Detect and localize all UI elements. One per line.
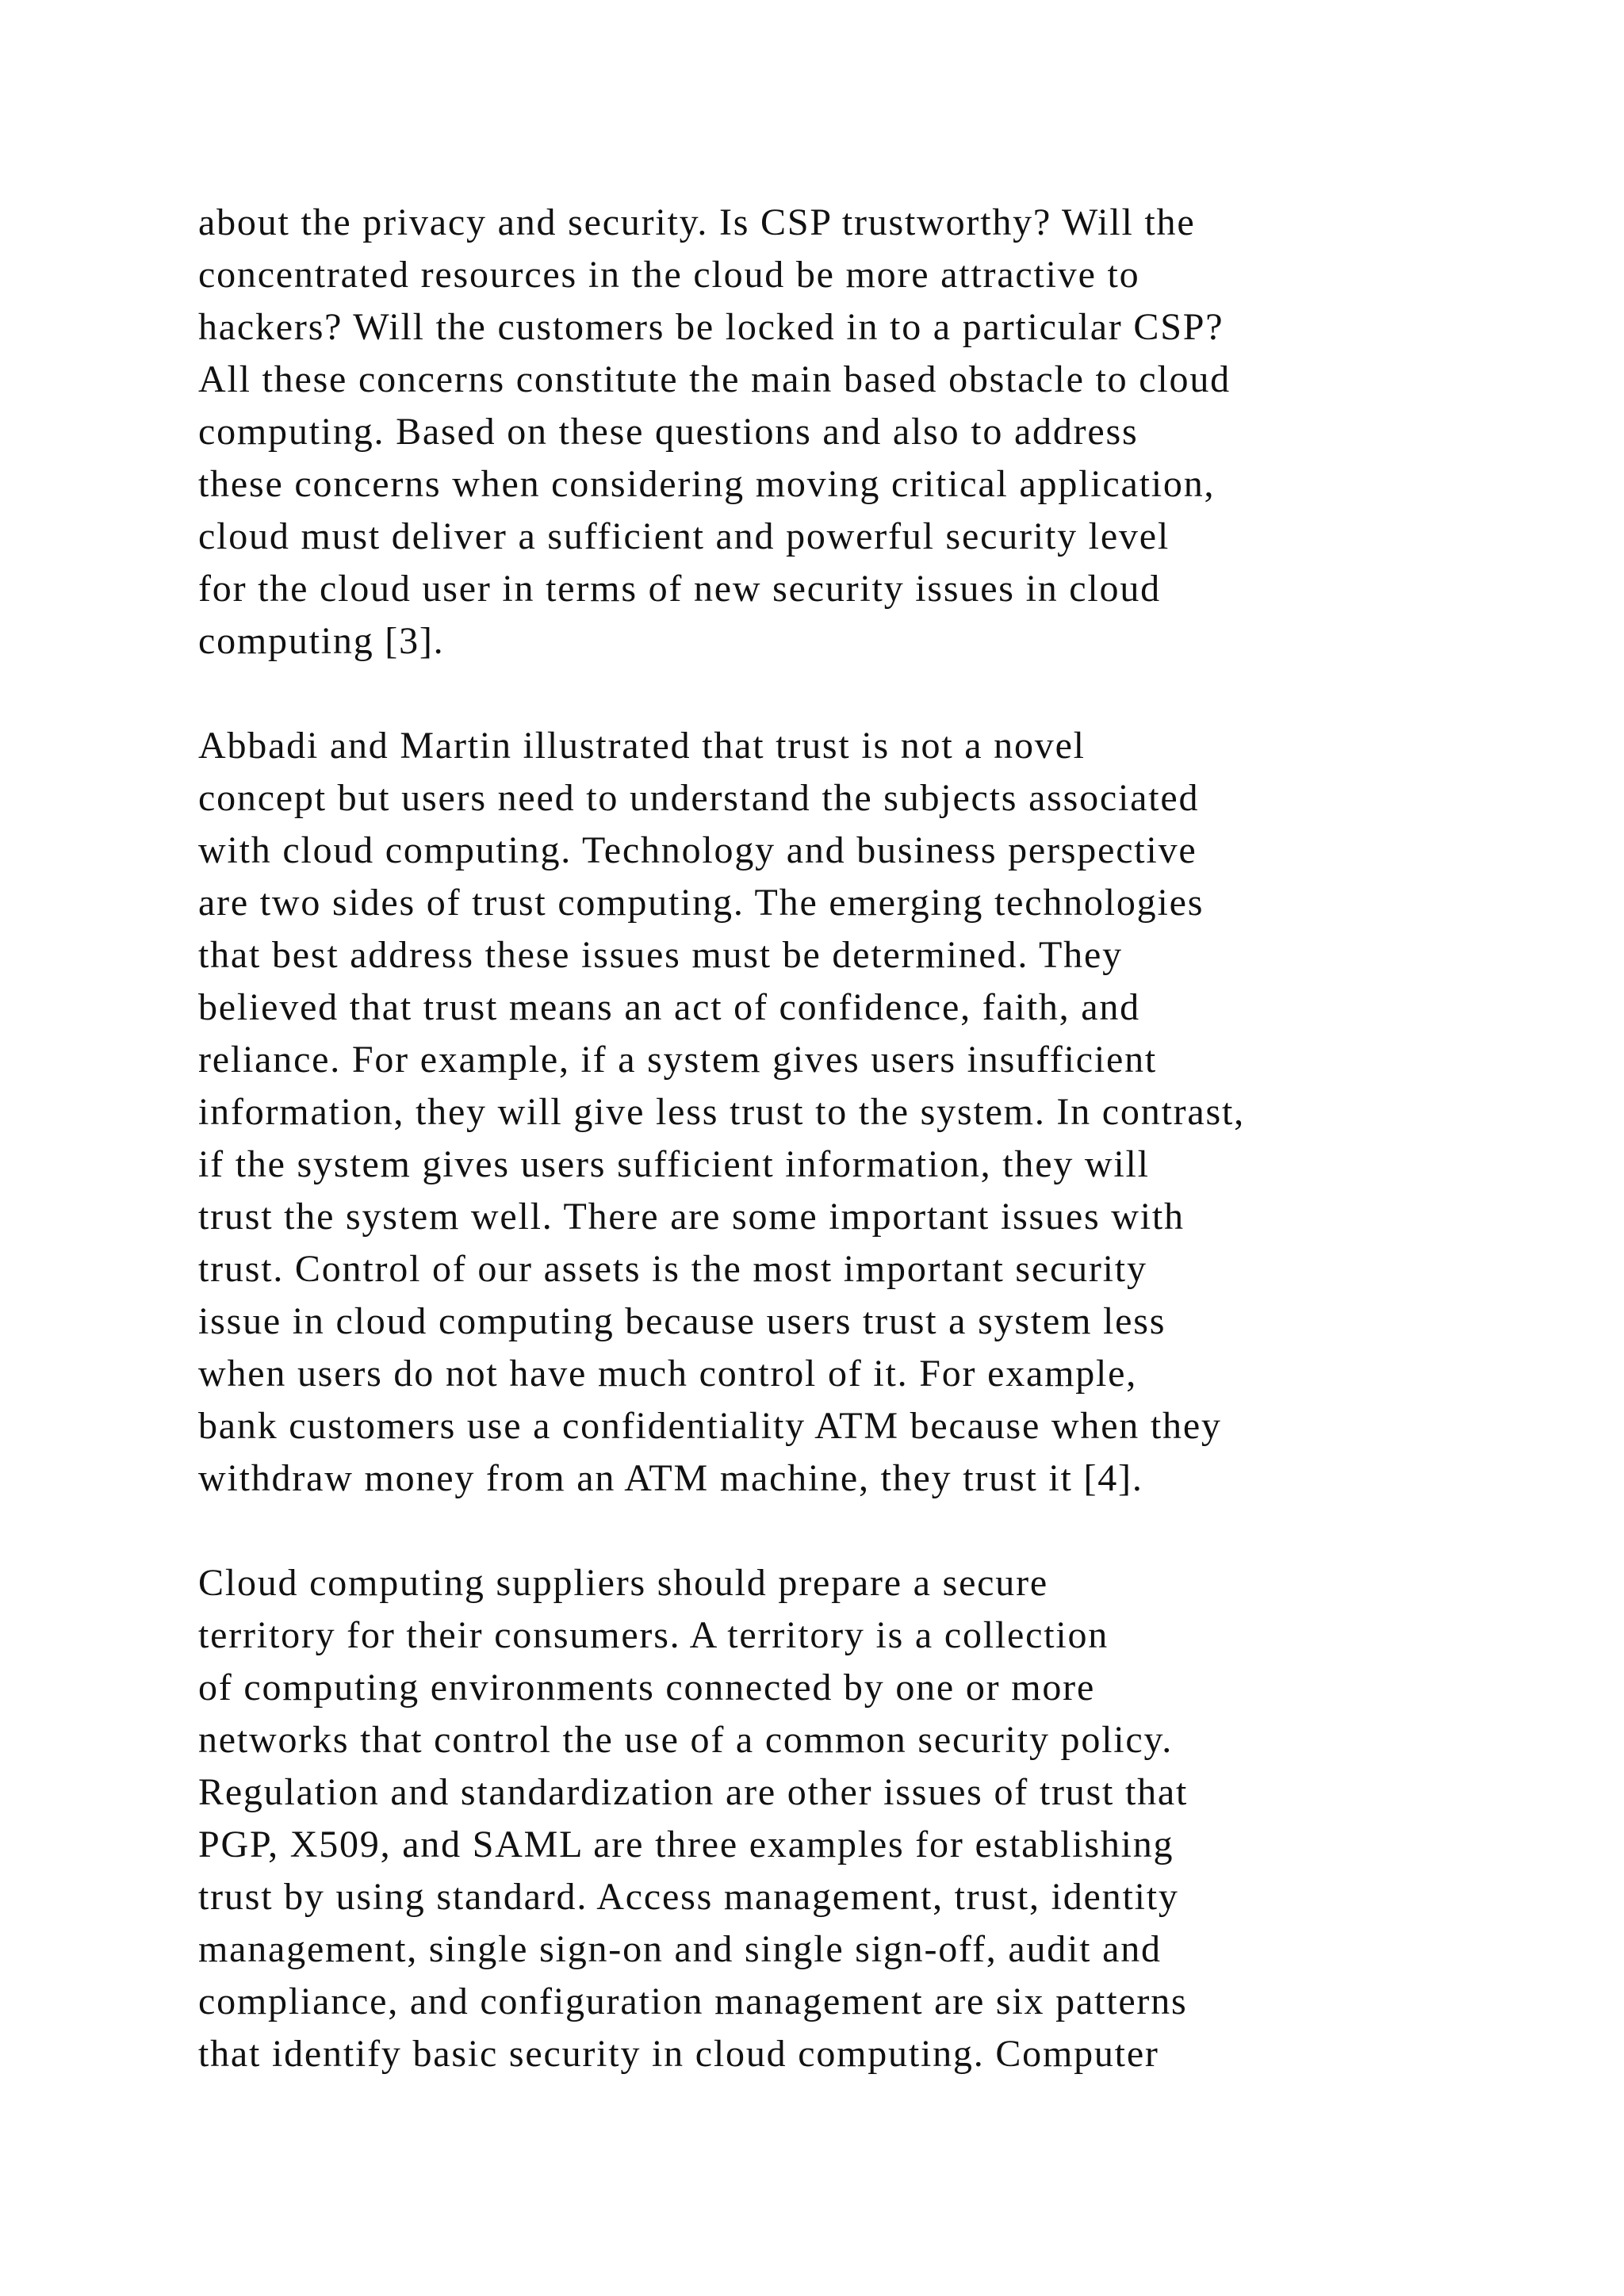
text-line: believed that trust means an act of confidence, faith, and [198,986,1140,1028]
text-line: of computing environments connected by one or more [198,1667,1096,1709]
text-line: are two sides of trust computing. The emerging technologies [198,882,1205,924]
text-line: compliance, and configuration management are six patterns [198,1980,1188,2022]
text-line: about the privacy and security. Is CSP trustworthy? Will the [198,201,1196,243]
text-line: that best address these issues must be determined. They [198,934,1123,976]
text-line: management, single sign-on and single sign-off, audit and [198,1928,1162,1970]
text-line: withdraw money from an ATM machine, they trust it [4]. [198,1457,1143,1499]
text-line: if the system gives users sufficient information, they will [198,1143,1150,1185]
text-line: issue in cloud computing because users trust a system less [198,1300,1166,1342]
text-line: territory for their consumers. A territory is a collection [198,1614,1109,1656]
paragraph-secure-territory [198,1557,1610,2080]
text-line: concept but users need to understand the subjects associated [198,777,1200,819]
text-line: trust. Control of our assets is the most important security [198,1248,1147,1290]
text-line: with cloud computing. Technology and business perspective [198,829,1197,871]
text-line: networks that control the use of a common security policy. [198,1719,1174,1761]
text-line: computing. Based on these questions and also to address [198,411,1139,453]
text-line: reliance. For example, if a system gives users insufficient [198,1039,1158,1081]
text-line: information, they will give less trust to the system. In contrast, [198,1091,1245,1133]
paragraph-privacy-concerns [198,197,1610,668]
text-line: these concerns when considering moving critical application, [198,463,1216,505]
text-line: for the cloud user in terms of new security issues in cloud [198,568,1161,610]
text-line: Abbadi and Martin illustrated that trust is not a novel [198,725,1086,767]
text-line: cloud must deliver a sufficient and powerful security level [198,515,1170,557]
body-text [198,197,1610,2080]
text-line: concentrated resources in the cloud be more attractive to [198,254,1140,296]
text-line: trust the system well. There are some important issues with [198,1196,1185,1238]
text-line: hackers? Will the customers be locked in to a particular CSP? [198,306,1224,348]
text-line: Regulation and standardization are other issues of trust that [198,1771,1189,1813]
text-line: PGP, X509, and SAML are three examples for establishing [198,1823,1174,1866]
text-line: that identify basic security in cloud computing. Computer [198,2033,1159,2075]
text-line: trust by using standard. Access management, trust, identity [198,1876,1179,1918]
text-line: when users do not have much control of it. For example, [198,1353,1138,1395]
text-line: computing [3]. [198,620,445,662]
text-line: All these concerns constitute the main based obstacle to cloud [198,358,1231,400]
text-line: bank customers use a confidentiality ATM because when they [198,1405,1222,1447]
paragraph-trust-concept [198,720,1610,1505]
text-line: Cloud computing suppliers should prepare a secure [198,1562,1048,1604]
